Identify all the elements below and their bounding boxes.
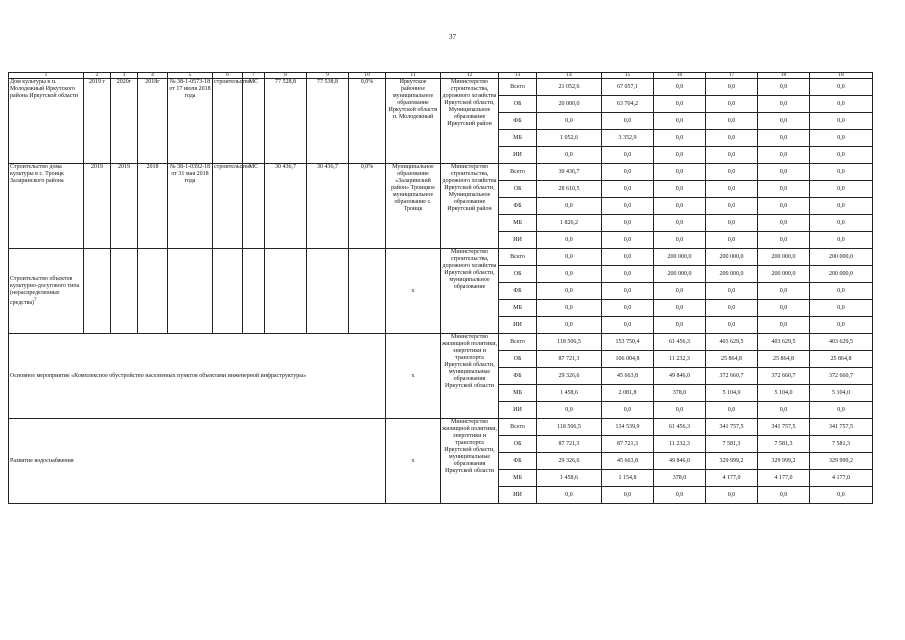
funding-source-cell: ОБ [499, 266, 537, 283]
amount-cell: 0,0 [537, 283, 602, 300]
amount-cell: 403 629,5 [810, 334, 873, 351]
location-cell: x [386, 334, 441, 419]
amount-cell: 378,0 [654, 470, 706, 487]
amount-cell: 200 000,0 [706, 266, 758, 283]
funding-source-cell: ФБ [499, 368, 537, 385]
column-number: 17 [706, 73, 758, 79]
amount-cell: 5 104,0 [758, 385, 810, 402]
amount-cell: 28 610,5 [537, 181, 602, 198]
amount-cell: 0,0 [537, 232, 602, 249]
amount-cell: 0,0 [758, 113, 810, 130]
amount-cell: 0,0 [810, 300, 873, 317]
amount-cell: 0,0 [810, 402, 873, 419]
column-number: 8 [265, 73, 307, 79]
amount-cell: 0,0 [654, 232, 706, 249]
amount-cell: 7 581,3 [810, 436, 873, 453]
amount-cell: 341 757,5 [706, 419, 758, 436]
amount-cell: 0,0 [758, 198, 810, 215]
amount-cell: 0,0 [654, 181, 706, 198]
amount-cell: 29 326,6 [537, 453, 602, 470]
amount-cell: 0,0 [810, 317, 873, 334]
object-name-cell: Строительство дома культуры в с. Троицк Заларинского района [9, 164, 84, 249]
funding-source-cell: ИИ [499, 232, 537, 249]
amount-cell: 0,0 [654, 317, 706, 334]
amount-cell: 0,0 [758, 181, 810, 198]
column-number: 12 [441, 73, 499, 79]
amount-cell: 329 999,2 [810, 453, 873, 470]
funding-source-cell: Всего [499, 79, 537, 96]
funding-source-cell: МБ [499, 470, 537, 487]
amount-cell: 0,0 [537, 402, 602, 419]
amount-cell: 0,0 [654, 283, 706, 300]
program-name-text: Основное мероприятие «Комплексное обустройство населенных пунктов объектами инженерной инфраструктуры» [10, 372, 307, 379]
funding-source-cell: Всего [499, 164, 537, 181]
amount-cell: 0,0 [654, 113, 706, 130]
funding-source-cell: МБ [499, 130, 537, 147]
amount-cell: 0,0 [602, 283, 654, 300]
end-year-cell: 2019 [111, 164, 138, 249]
program-name-text: Развитие водоснабжения [10, 457, 74, 464]
table-row [9, 164, 873, 181]
amount-cell: 25 864,8 [810, 351, 873, 368]
empty-cell [111, 249, 138, 334]
amount-cell: 1 458,6 [537, 385, 602, 402]
amount-cell: 134 539,9 [602, 419, 654, 436]
responsible-cell: Министерство жилищной политики, энергетики и транспорта Иркутской области, муниципальные образования Иркутской области [441, 334, 499, 419]
amount-cell: 0,0 [602, 215, 654, 232]
amount-cell: 0,0 [758, 164, 810, 181]
amount-cell: 4 177,0 [758, 470, 810, 487]
amount-cell: 0,0 [602, 164, 654, 181]
amount-cell: 25 864,8 [706, 351, 758, 368]
amount-cell: 4 177,0 [706, 470, 758, 487]
column-number: 13 [499, 73, 537, 79]
expertise-doc-cell: № 38-1-0392-18 от 31 мая 2018 года [168, 164, 213, 249]
amount-cell: 0,0 [758, 283, 810, 300]
funding-source-cell: ИИ [499, 402, 537, 419]
amount-cell: 0,0 [758, 79, 810, 96]
amount-cell: 0,0 [654, 164, 706, 181]
amount-cell: 0,0 [602, 249, 654, 266]
amount-cell: 63 704,2 [602, 96, 654, 113]
amount-cell: 0,0 [602, 317, 654, 334]
amount-cell: 0,0 [810, 198, 873, 215]
funding-source-cell: ОБ [499, 181, 537, 198]
amount-cell: 49 846,0 [654, 453, 706, 470]
column-number: 1 [9, 73, 84, 79]
amount-cell: 0,0 [654, 215, 706, 232]
funding-source-cell: ОБ [499, 351, 537, 368]
empty-cell [138, 249, 168, 334]
amount-cell: 0,0 [810, 181, 873, 198]
amount-cell: 11 232,3 [654, 436, 706, 453]
amount-cell: 1 458,6 [537, 470, 602, 487]
amount-cell: 3 352,9 [602, 130, 654, 147]
amount-cell: 403 629,5 [706, 334, 758, 351]
column-number: 16 [654, 73, 706, 79]
amount-cell: 0,0 [537, 266, 602, 283]
amount-cell: 0,0 [810, 147, 873, 164]
amount-cell: 5 104,0 [706, 385, 758, 402]
amount-cell: 0,0 [758, 402, 810, 419]
end-year-cell: 2020г [111, 79, 138, 164]
empty-cell [168, 249, 213, 334]
column-number: 4 [138, 73, 168, 79]
column-number: 7 [243, 73, 265, 79]
funding-source-cell: ИИ [499, 317, 537, 334]
amount-cell: 0,0 [654, 402, 706, 419]
amount-cell: 0,0 [602, 113, 654, 130]
amount-cell: 0,0 [758, 300, 810, 317]
responsible-cell: Министерство строительства, дорожного хозяйства Иркутской области, Муниципальное образование Иркутский район [441, 164, 499, 249]
capacity-cell: МС [243, 79, 265, 164]
footnote-mark: 7 [34, 297, 37, 303]
amount-cell: 61 456,3 [654, 334, 706, 351]
program-name-cell [9, 419, 386, 504]
funding-source-cell: МБ [499, 385, 537, 402]
amount-cell: 0,0 [537, 487, 602, 504]
amount-cell: 403 629,5 [758, 334, 810, 351]
column-number: 14 [537, 73, 602, 79]
amount-cell: 49 846,0 [654, 368, 706, 385]
amount-cell: 7 581,3 [706, 436, 758, 453]
amount-cell: 118 506,5 [537, 419, 602, 436]
responsible-cell: Министерство строительства, дорожного хозяйства Иркутской области, муниципальное образование [441, 249, 499, 334]
column-number: 5 [168, 73, 213, 79]
amount-cell: 0,0 [602, 402, 654, 419]
amount-cell: 372 660,7 [810, 368, 873, 385]
remaining-cost-cell: 30 436,7 [307, 164, 349, 249]
amount-cell: 0,0 [537, 300, 602, 317]
table-row [9, 334, 873, 351]
amount-cell: 200 000,0 [758, 249, 810, 266]
funding-source-cell: ФБ [499, 283, 537, 300]
location-cell: x [386, 419, 441, 504]
amount-cell: 0,0 [810, 113, 873, 130]
amount-cell: 0,0 [810, 487, 873, 504]
amount-cell: 0,0 [758, 147, 810, 164]
column-number: 6 [213, 73, 243, 79]
amount-cell: 0,0 [810, 96, 873, 113]
amount-cell: 0,0 [537, 249, 602, 266]
amount-cell: 0,0 [706, 181, 758, 198]
column-number: 11 [386, 73, 441, 79]
amount-cell: 372 660,7 [758, 368, 810, 385]
amount-cell: 87 721,3 [537, 351, 602, 368]
funding-source-cell: ФБ [499, 453, 537, 470]
table-body [9, 73, 873, 504]
amount-cell: 0,0 [537, 113, 602, 130]
amount-cell: 0,0 [810, 283, 873, 300]
amount-cell: 7 581,3 [758, 436, 810, 453]
amount-cell: 0,0 [706, 300, 758, 317]
amount-cell: 0,0 [758, 487, 810, 504]
amount-cell: 0,0 [706, 317, 758, 334]
amount-cell: 0,0 [758, 317, 810, 334]
empty-cell [84, 249, 111, 334]
amount-cell: 87 721,3 [602, 436, 654, 453]
budget-table [8, 72, 873, 504]
amount-cell: 30 436,7 [537, 164, 602, 181]
amount-cell: 2 081,8 [602, 385, 654, 402]
funding-source-cell: ОБ [499, 96, 537, 113]
location-cell: Иркутское районное муниципальное образование Иркутской области п. Молодежный [386, 79, 441, 164]
amount-cell: 0,0 [602, 181, 654, 198]
column-number: 18 [810, 73, 873, 79]
amount-cell: 0,0 [602, 300, 654, 317]
responsible-cell: Министерство жилищной политики, энергетики и транспорта Иркутской области, муниципальные образования Иркутской области [441, 419, 499, 504]
expertise-year-cell: 2018г [138, 79, 168, 164]
amount-cell: 200 000,0 [758, 266, 810, 283]
amount-cell: 0,0 [602, 198, 654, 215]
table-row [9, 249, 873, 266]
amount-cell: 0,0 [706, 79, 758, 96]
location-cell: x [386, 249, 441, 334]
amount-cell: 0,0 [537, 198, 602, 215]
amount-cell: 341 757,5 [810, 419, 873, 436]
responsible-cell: Министерство строительства, дорожного хозяйства Иркутской области, Муниципальное образование Иркутский район [441, 79, 499, 164]
amount-cell: 0,0 [706, 215, 758, 232]
funding-source-cell: МБ [499, 215, 537, 232]
amount-cell: 372 660,7 [706, 368, 758, 385]
funding-source-cell: ИИ [499, 487, 537, 504]
expertise-doc-cell: № 38-1-0573-18 от 17 июля 2018 года [168, 79, 213, 164]
amount-cell: 0,0 [706, 198, 758, 215]
empty-cell [307, 249, 349, 334]
amount-cell: 0,0 [654, 487, 706, 504]
column-number: 2 [84, 73, 111, 79]
amount-cell: 341 757,5 [758, 419, 810, 436]
amount-cell: 0,0 [602, 232, 654, 249]
amount-cell: 21 052,6 [537, 79, 602, 96]
amount-cell: 0,0 [654, 198, 706, 215]
amount-cell: 0,0 [810, 215, 873, 232]
amount-cell: 0,0 [706, 487, 758, 504]
amount-cell: 0,0 [654, 130, 706, 147]
amount-cell: 378,0 [654, 385, 706, 402]
amount-cell: 0,0 [706, 130, 758, 147]
estimate-cost-cell: 77 528,8 [265, 79, 307, 164]
program-name-cell [9, 249, 84, 334]
amount-cell: 0,0 [758, 232, 810, 249]
amount-cell: 4 177,0 [810, 470, 873, 487]
amount-cell: 0,0 [706, 113, 758, 130]
funding-source-cell: Всего [499, 419, 537, 436]
column-number: 9 [307, 73, 349, 79]
table-row [9, 79, 873, 96]
funding-source-cell: ИИ [499, 147, 537, 164]
amount-cell: 0,0 [758, 96, 810, 113]
location-cell: Муниципальное образование «Заларинский район» Троицкое муниципальное образование с. Троицк [386, 164, 441, 249]
empty-cell [243, 249, 265, 334]
amount-cell: 200 000,0 [810, 249, 873, 266]
amount-cell: 0,0 [810, 232, 873, 249]
estimate-cost-cell: 30 436,7 [265, 164, 307, 249]
work-type-cell: строительство [213, 164, 243, 249]
empty-cell [349, 249, 386, 334]
column-number: 18 [758, 73, 810, 79]
amount-cell: 0,0 [654, 79, 706, 96]
program-name-cell [9, 334, 386, 419]
start-year-cell: 2019 [84, 164, 111, 249]
readiness-cell: 0,0% [349, 79, 386, 164]
amount-cell: 0,0 [706, 402, 758, 419]
funding-source-cell: МБ [499, 300, 537, 317]
amount-cell: 0,0 [654, 300, 706, 317]
amount-cell: 106 004,8 [602, 351, 654, 368]
table-row [9, 419, 873, 436]
amount-cell: 0,0 [706, 147, 758, 164]
funding-source-cell: Всего [499, 334, 537, 351]
amount-cell: 67 057,1 [602, 79, 654, 96]
amount-cell: 45 663,8 [602, 453, 654, 470]
amount-cell: 0,0 [654, 147, 706, 164]
readiness-cell: 0,0% [349, 164, 386, 249]
amount-cell: 153 750,4 [602, 334, 654, 351]
amount-cell: 329 999,2 [758, 453, 810, 470]
work-type-cell: строительство [213, 79, 243, 164]
funding-source-cell: ФБ [499, 113, 537, 130]
amount-cell: 0,0 [706, 283, 758, 300]
amount-cell: 0,0 [706, 232, 758, 249]
column-number: 10 [349, 73, 386, 79]
remaining-cost-cell: 77 538,8 [307, 79, 349, 164]
amount-cell: 0,0 [602, 147, 654, 164]
empty-cell [265, 249, 307, 334]
amount-cell: 5 104,0 [810, 385, 873, 402]
amount-cell: 0,0 [810, 79, 873, 96]
amount-cell: 25 864,8 [758, 351, 810, 368]
amount-cell: 11 232,3 [654, 351, 706, 368]
amount-cell: 0,0 [706, 96, 758, 113]
amount-cell: 20 000,0 [537, 96, 602, 113]
amount-cell: 45 663,8 [602, 368, 654, 385]
amount-cell: 0,0 [537, 317, 602, 334]
amount-cell: 0,0 [706, 164, 758, 181]
amount-cell: 329 999,2 [706, 453, 758, 470]
funding-source-cell: ФБ [499, 198, 537, 215]
amount-cell: 0,0 [810, 164, 873, 181]
object-name-cell: Дом культуры в п. Молодежный Иркутского района Иркутской области [9, 79, 84, 164]
amount-cell: 0,0 [602, 487, 654, 504]
amount-cell: 1 154,8 [602, 470, 654, 487]
amount-cell: 200 000,0 [654, 249, 706, 266]
amount-cell: 87 721,3 [537, 436, 602, 453]
amount-cell: 200 000,0 [654, 266, 706, 283]
start-year-cell: 2019 г [84, 79, 111, 164]
column-number: 15 [602, 73, 654, 79]
amount-cell: 29 326,6 [537, 368, 602, 385]
amount-cell: 200 000,0 [706, 249, 758, 266]
amount-cell: 118 506,5 [537, 334, 602, 351]
page-number: 37 [449, 33, 456, 41]
funding-source-cell: Всего [499, 249, 537, 266]
amount-cell: 0,0 [654, 96, 706, 113]
amount-cell: 0,0 [758, 215, 810, 232]
program-name-text: Строительство объектов культурно-досугового типа (нераспределенные средства) [10, 275, 80, 306]
amount-cell: 1 826,2 [537, 215, 602, 232]
amount-cell: 0,0 [810, 130, 873, 147]
capacity-cell: МС [243, 164, 265, 249]
amount-cell: 200 000,0 [810, 266, 873, 283]
amount-cell: 0,0 [602, 266, 654, 283]
empty-cell [213, 249, 243, 334]
expertise-year-cell: 2018 [138, 164, 168, 249]
amount-cell: 0,0 [537, 147, 602, 164]
funding-source-cell: ОБ [499, 436, 537, 453]
amount-cell: 1 052,6 [537, 130, 602, 147]
amount-cell: 0,0 [758, 130, 810, 147]
column-number: 3 [111, 73, 138, 79]
amount-cell: 61 456,3 [654, 419, 706, 436]
